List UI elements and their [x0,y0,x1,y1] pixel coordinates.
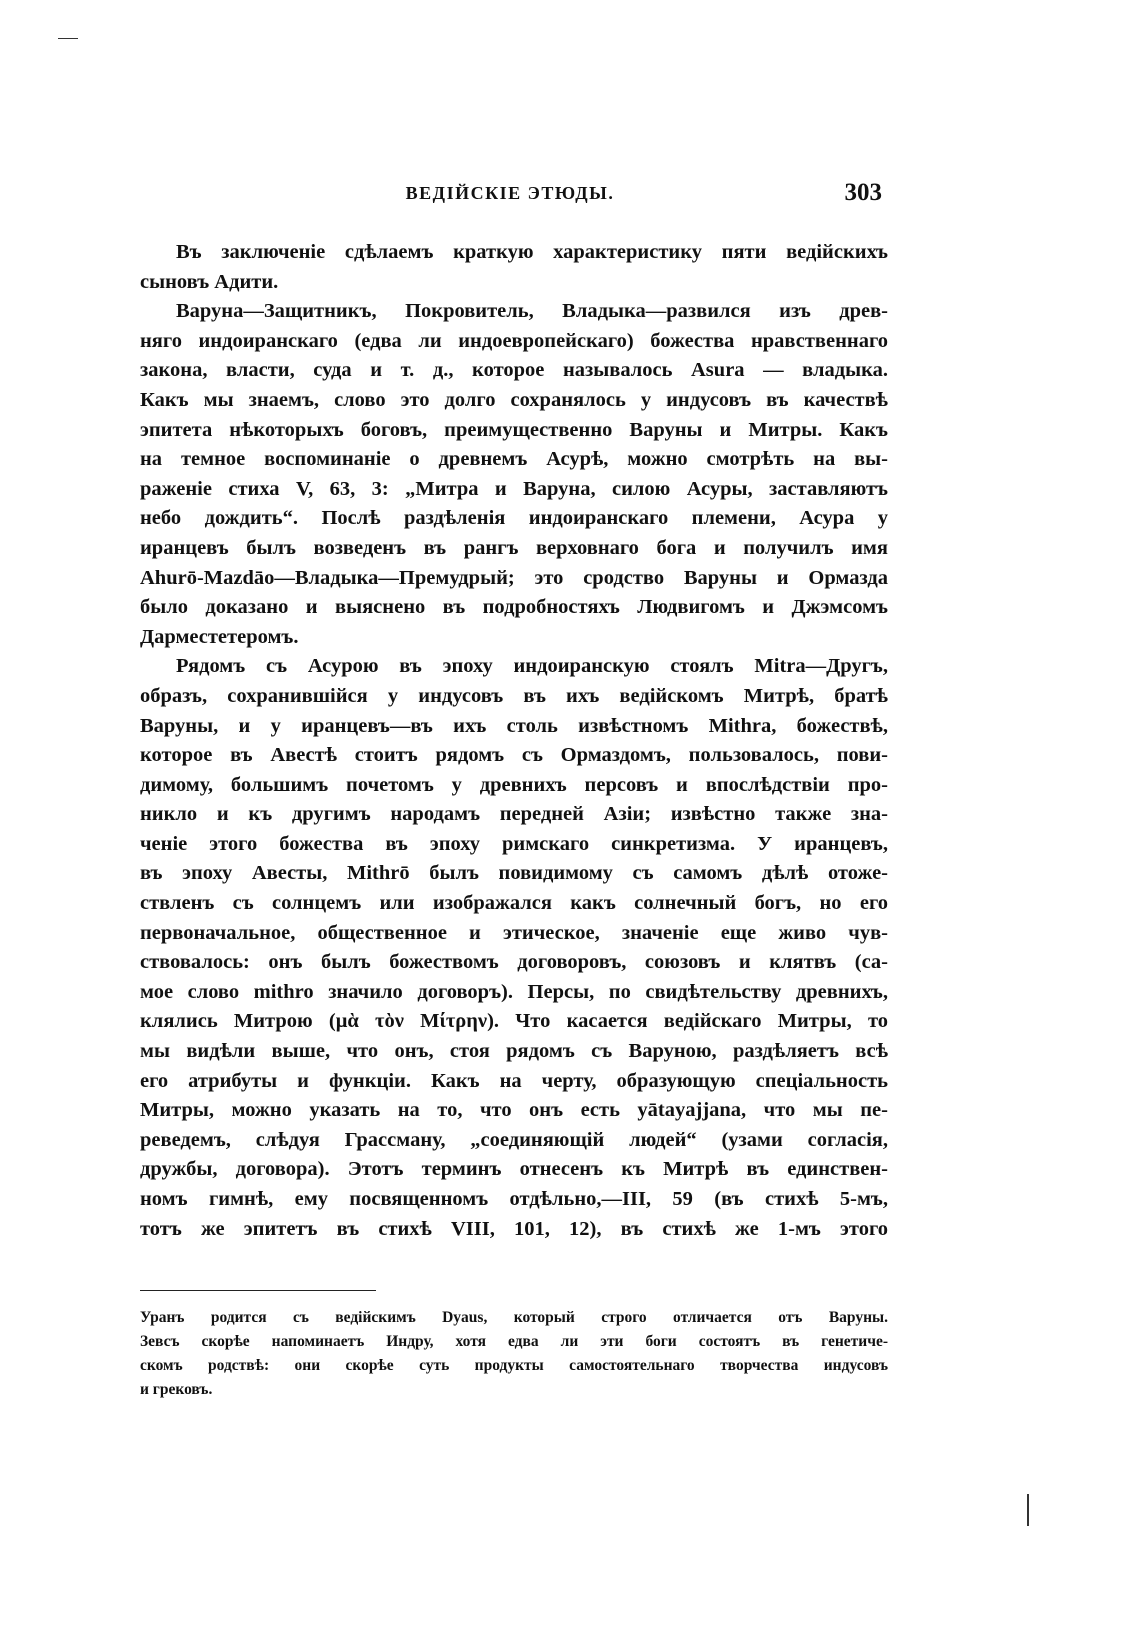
running-title: ВЕДІЙСКІЕ ЭТЮДЫ. [405,183,615,203]
text-line: номъ гимнѣ, ему посвященномъ отдѣльно,—III, 59 (въ стихѣ 5-мъ, [140,1188,888,1210]
text-line: ченіе этого божества въ эпоху римскаго синкретизма. У иранцевъ, [140,832,888,855]
text-line: димому, большимъ почетомъ у древнихъ персовъ и впослѣдствіи про- [140,773,888,796]
text-line: Дарместетеромъ. [140,625,299,648]
scan-edge-mark-top [58,38,78,39]
text-line: образъ, сохранившійся у индусовъ въ ихъ ведійскомъ Митрѣ, братѣ [140,684,888,707]
text-line: реведемъ, слѣдуя Грассману, „соединяющій людей“ (узами согласія, [140,1128,888,1151]
text-line: на темное воспоминаніе о древнемъ Асурѣ, можно смотрѣть на вы- [140,448,888,471]
text-line: мое слово mithro значило договоръ). Персы, по свидѣтельству древнихъ, [140,980,888,1003]
text-line: Какъ мы знаемъ, слово это долго сохранялось у индусовъ въ качествѣ [140,388,888,411]
text-line: сыновъ Адити. [140,270,279,293]
text-line: закона, власти, суда и т. д., которое называлось Asura — владыка. [140,359,888,382]
text-line: Рядомъ съ Асурою въ эпоху индоиранскую стоялъ Mitra—Другъ, [176,655,888,678]
text-line: клялись Митрою (μὰ τὸν Μίτρην). Что касается ведійскаго Митры, то [140,1010,888,1033]
text-line: иранцевъ былъ возведенъ въ рангъ верховнаго бога и получилъ имя [140,536,888,559]
footnote-line: Зевсъ скорѣе напоминаетъ Индру, хотя едва ли эти боги состоятъ въ генетиче- [140,1333,888,1350]
footnote-line: Уранъ родится съ ведійскимъ Dyaus, который строго отличается отъ Варуны. [140,1309,888,1326]
text-line: раженіе стиха V, 63, 3: „Митра и Варуна, силою Асуры, заставляютъ [140,477,888,500]
text-line: дружбы, договора). Этотъ терминъ отнесенъ къ Митрѣ въ единствен- [140,1158,888,1181]
text-line: которое въ Авестѣ стоитъ рядомъ съ Ормаздомъ, пользовалось, пови- [140,744,888,767]
footnotes [140,1306,888,1402]
text-line: въ эпоху Авесты, Mithrō былъ повидимому съ самомъ дѣлѣ отоже- [140,862,888,885]
text-line: ствленъ съ солнцемъ или изображался какъ солнечный богъ, но его [140,892,888,915]
text-line: первоначальное, общественное и этическое, значеніе еще живо чув- [140,921,888,944]
footnote-line: и грековъ. [140,1381,213,1398]
scan-edge-mark-bottom [1027,1494,1029,1526]
page-number: 303 [844,179,882,206]
text-line: Ahurō-Mazdāo—Владыка—Премудрый; это сродство Варуны и Ормазда [140,566,888,589]
text-line: няго индоиранскаго (едва ли индоевропейскаго) божества нравственнаго [140,329,888,352]
text-line: было доказано и выяснено въ подробностяхъ Людвигомъ и Джэмсомъ [140,596,888,619]
text-line: Митры, можно указать на то, что онъ есть yātayajjana, что мы пе- [140,1099,888,1122]
text-line: мы видѣли выше, что онъ, стоя рядомъ съ Варуною, раздѣляетъ всѣ [140,1040,888,1063]
text-line: никло и къ другимъ народамъ передней Азіи; извѣстно также зна- [140,803,888,826]
text-line: эпитета нѣкоторыхъ боговъ, преимущественно Варуны и Митры. Какъ [140,418,888,441]
text-line: его атрибуты и функціи. Какъ на черту, образующую спеціальность [140,1069,888,1092]
footnote-divider [140,1290,376,1291]
text-line: тотъ же эпитетъ въ стихѣ VIII, 101, 12), въ стихѣ же 1-мъ этого [140,1217,888,1240]
text-line: ствовалось: онъ былъ божествомъ договоровъ, союзовъ и клятвъ (са- [140,951,888,974]
text-line: Варуна—Защитникъ, Покровитель, Владыка—развился изъ древ- [176,300,888,323]
text-line: небо дождить“. Послѣ раздѣленія индоиранскаго племени, Асура у [140,507,888,530]
footnote-line: скомъ родствѣ: они скорѣе суть продукты самостоятельнаго творчества индусовъ [140,1357,888,1374]
body-text [140,238,888,1244]
text-line: Въ заключеніе сдѣлаемъ краткую характеристику пяти ведійскихъ [176,241,888,263]
text-line: Варуны, и у иранцевъ—въ ихъ столь извѣстномъ Mithra, божествѣ, [140,714,888,737]
page-header [130,179,890,213]
